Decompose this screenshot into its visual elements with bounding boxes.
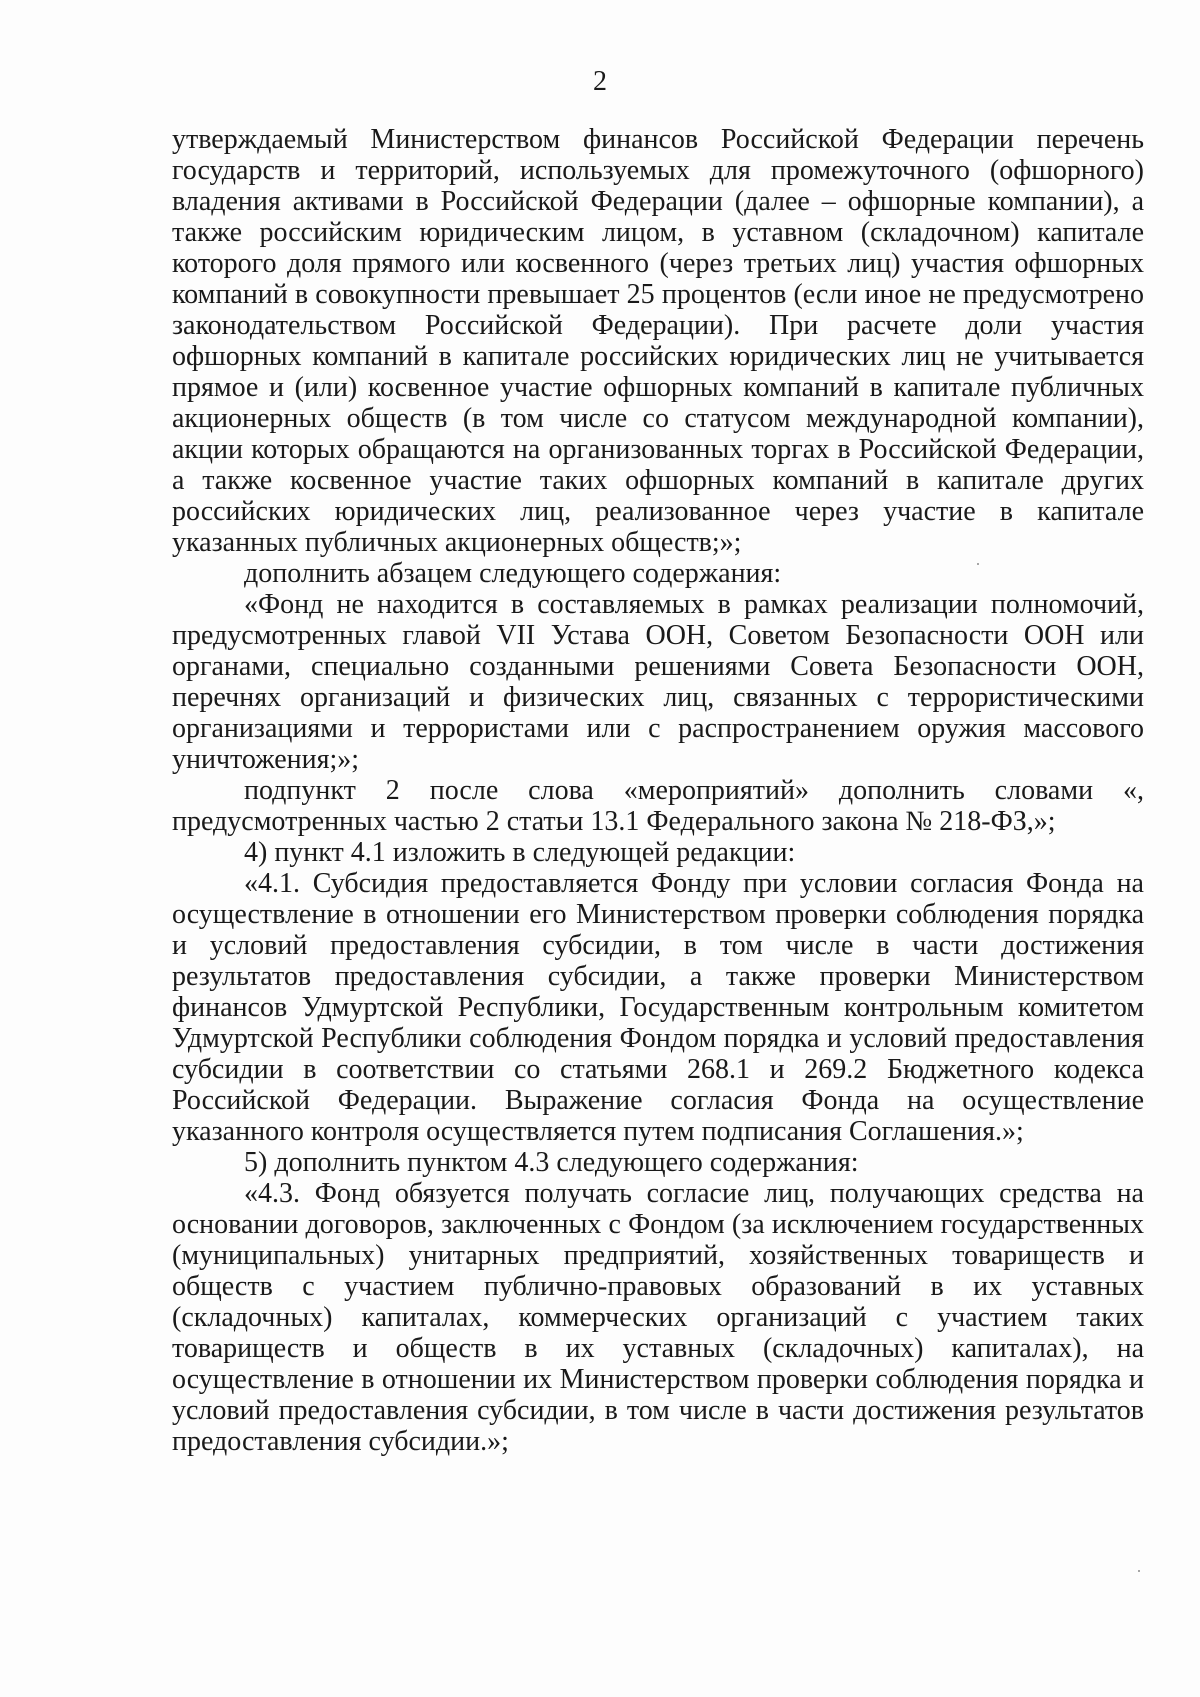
scan-artifact	[1138, 1570, 1140, 1572]
paragraph: «Фонд не находится в составляемых в рамках реализации полномочий, предусмотренных главой VII Устава ООН, Советом Безопасности ООН или органами, специально созданными решениями Совета Безопасности ООН, перечнях организаций и физических лиц, связанных с террористическими организациями и террористами или с распространением оружия массового уничтожения;»;	[172, 589, 1144, 775]
scan-artifact	[977, 563, 979, 565]
paragraph: подпункт 2 после слова «мероприятий» дополнить словами «, предусмотренных частью 2 статьи 13.1 Федерального закона № 218-ФЗ,»;	[172, 775, 1144, 837]
page-number: 2	[593, 66, 607, 97]
paragraph: 5) дополнить пунктом 4.3 следующего содержания:	[244, 1147, 859, 1178]
document-body	[172, 124, 1144, 1457]
paragraph: 4) пункт 4.1 изложить в следующей редакции:	[244, 837, 796, 868]
paragraph: «4.3. Фонд обязуется получать согласие лиц, получающих средства на основании договоров, заключенных с Фондом (за исключением государственных (муниципальных) унитарных предприятий, хозяйственных товариществ и обществ с участием публично-правовых образований в их уставных (складочных) капиталах, коммерческих организаций с участием таких товариществ и обществ в их уставных (складочных) капиталах), на осуществление в отношении их Министерством проверки соблюдения порядка и условий предоставления субсидии, в том числе в части достижения результатов предоставления субсидии.»;	[172, 1178, 1144, 1457]
paragraph: дополнить абзацем следующего содержания:	[244, 558, 782, 589]
paragraph: утверждаемый Министерством финансов Российской Федерации перечень государств и территорий, используемых для промежуточного (офшорного) владения активами в Российской Федерации (далее – офшорные компании), а также российским юридическим лицом, в уставном (складочном) капитале которого доля прямого или косвенного (через третьих лиц) участия офшорных компаний в совокупности превышает 25 процентов (если иное не предусмотрено законодательством Российской Федерации). При расчете доли участия офшорных компаний в капитале российских юридических лиц не учитывается прямое и (или) косвенное участие офшорных компаний в капитале публичных акционерных обществ (в том числе со статусом международной компании), акции которых обращаются на организованных торгах в Российской Федерации, а также косвенное участие таких офшорных компаний в капитале других российских юридических лиц, реализованное через участие в капитале указанных публичных акционерных обществ;»;	[172, 124, 1144, 558]
paragraph: «4.1. Субсидия предоставляется Фонду при условии согласия Фонда на осуществление в отношении его Министерством проверки соблюдения порядка и условий предоставления субсидии, в том числе в части достижения результатов предоставления субсидии, а также проверки Министерством финансов Удмуртской Республики, Государственным контрольным комитетом Удмуртской Республики соблюдения Фондом порядка и условий предоставления субсидии в соответствии со статьями 268.1 и 269.2 Бюджетного кодекса Российской Федерации. Выражение согласия Фонда на осуществление указанного контроля осуществляется путем подписания Соглашения.»;	[172, 868, 1144, 1147]
